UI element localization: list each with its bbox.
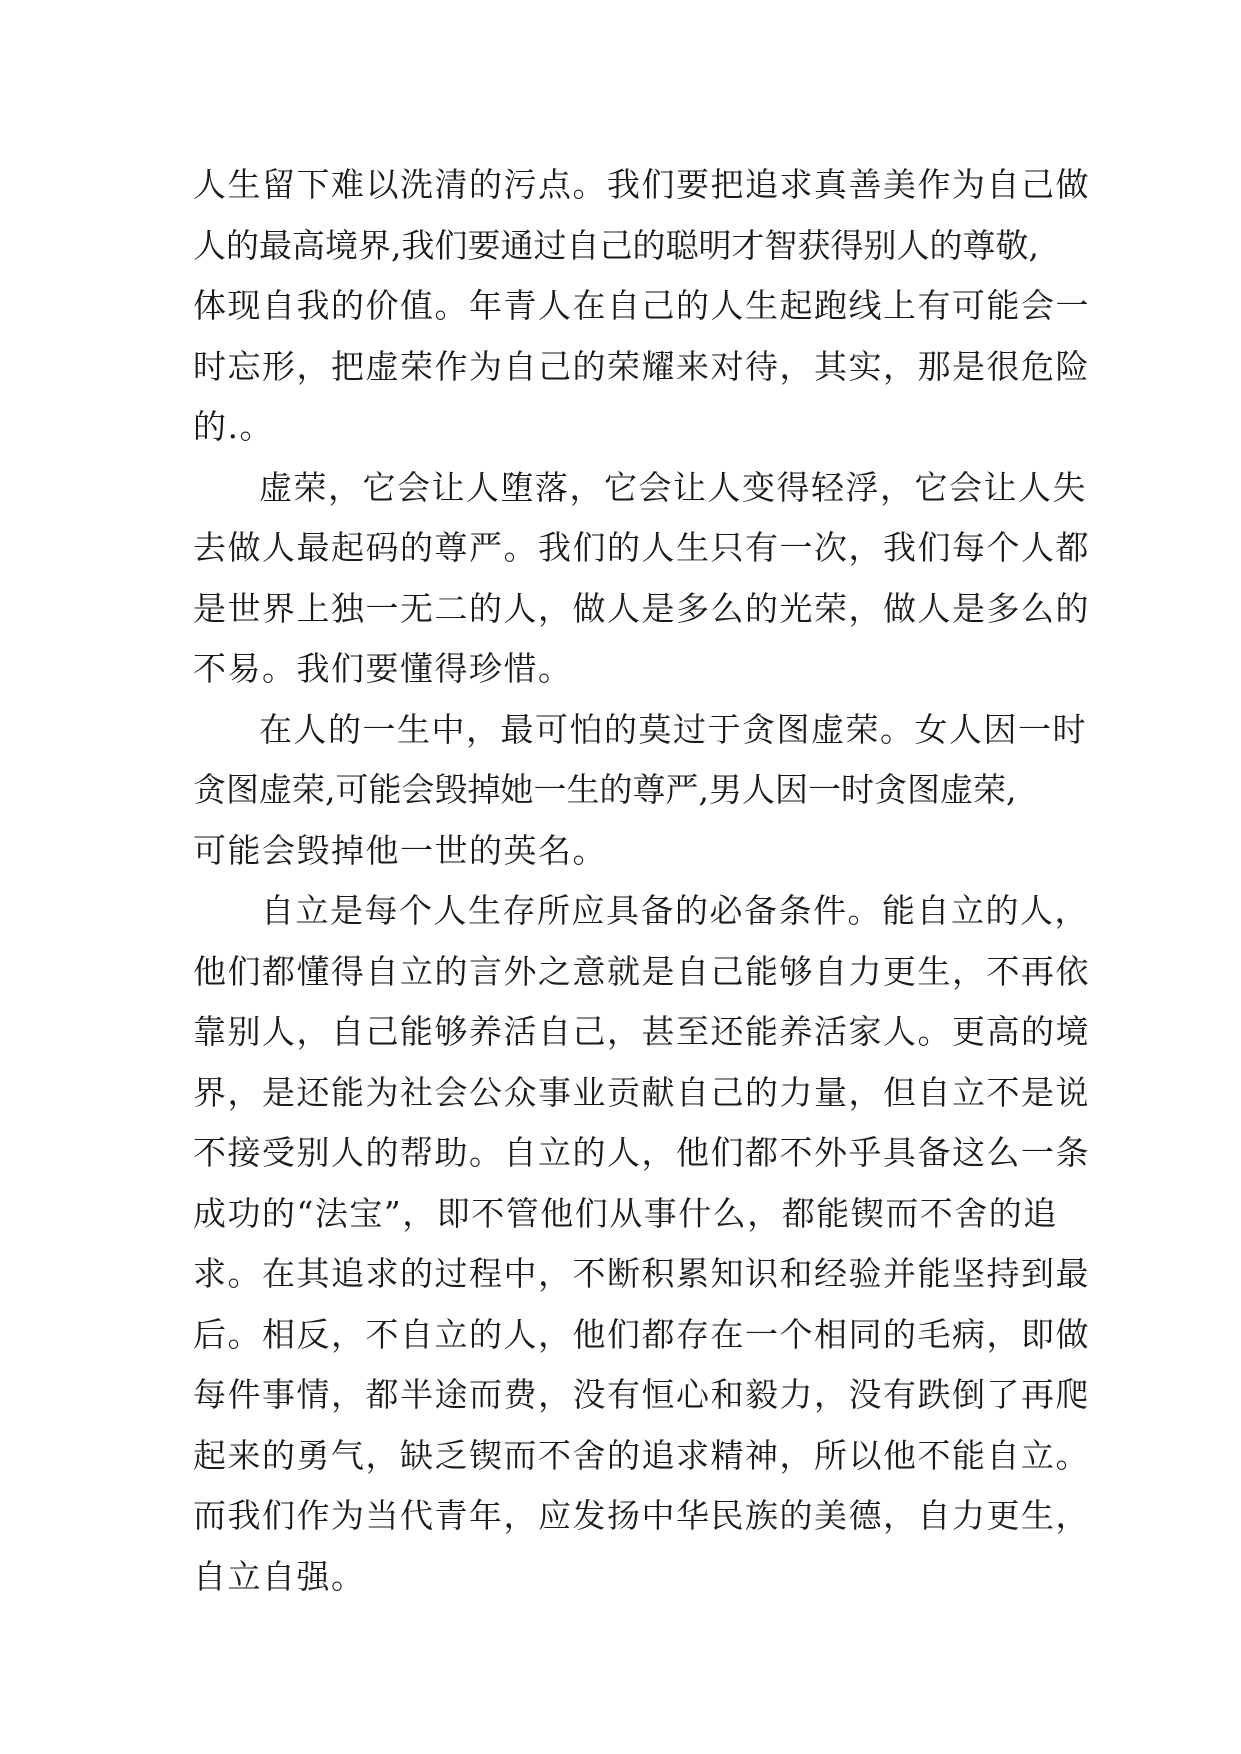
text-line: 人的最高境界,我们要通过自己的聪明才智获得别人的尊敬,: [193, 225, 1039, 265]
text-line: 自立自强。: [193, 1556, 366, 1596]
paragraph-start-line: 自立是每个人生存所应具备的必备条件。能自立的人，: [261, 891, 1089, 930]
text-line: 成功的“法宝”，即不管他们从事什么，都能锲而不舍的追: [193, 1193, 1058, 1233]
text-line: 他们都懂得自立的言外之意就是自己能够自力更生，不再依: [193, 951, 1090, 991]
text-line: 时忘形，把虚荣作为自己的荣耀来对待，其实，那是很危险: [193, 346, 1090, 386]
text-line: 的.。: [193, 407, 274, 446]
text-line: 靠别人，自己能够养活自己，甚至还能养活家人。更高的境: [193, 1012, 1090, 1051]
text-line: 贪图虚荣,可能会毁掉她一生的尊严,男人因一时贪图虚荣,: [193, 770, 1017, 809]
text-line: 人生留下难以洗清的污点。我们要把追求真善美作为自己做: [193, 165, 1090, 204]
text-line: 体现自我的价值。年青人在自己的人生起跑线上有可能会一: [193, 286, 1090, 325]
text-line: 求。在其追求的过程中，不断积累知识和经验并能坚持到最: [193, 1254, 1090, 1293]
text-line: 界，是还能为社会公众事业贡献自己的力量，但自立不是说: [193, 1072, 1090, 1112]
text-line: 起来的勇气，缺乏锲而不舍的追求精神，所以他不能自立。: [193, 1435, 1090, 1475]
text-line: 后。相反，不自立的人，他们都存在一个相同的毛病，即做: [193, 1314, 1090, 1354]
text-line: 不接受别人的帮助。自立的人，他们都不外乎具备这么一条: [193, 1133, 1090, 1172]
paragraph-start-line: 虚荣，它会让人堕落，它会让人变得轻浮，它会让人失: [259, 467, 1087, 507]
text-line: 而我们作为当代青年，应发扬中华民族的美德，自力更生，: [193, 1496, 1090, 1535]
text-line: 可能会毁掉他一世的英名。: [193, 830, 607, 870]
paragraph-start-line: 在人的一生中，最可怕的莫过于贪图虚荣。女人因一时: [259, 709, 1087, 749]
text-line: 是世界上独一无二的人，做人是多么的光荣，做人是多么的: [193, 588, 1090, 628]
document-body: [193, 155, 1093, 1607]
text-line: 每件事情，都半途而费，没有恒心和毅力，没有跌倒了再爬: [193, 1375, 1090, 1414]
text-line: 去做人最起码的尊严。我们的人生只有一次，我们每个人都: [193, 528, 1090, 567]
text-line: 不易。我们要懂得珍惜。: [193, 649, 573, 688]
